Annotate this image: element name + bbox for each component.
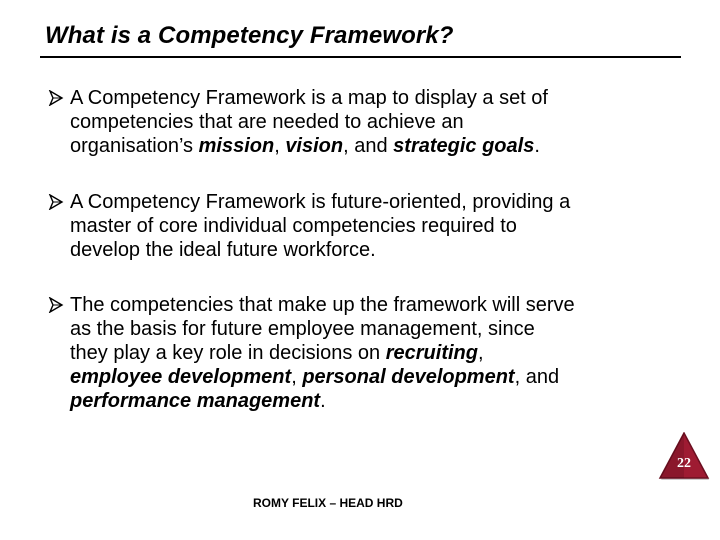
emphasis-text: vision	[285, 135, 344, 157]
emphasis-text: performance management	[70, 390, 321, 412]
emphasis-text: mission	[198, 135, 275, 157]
title-divider	[40, 56, 681, 58]
bullet-line: A Competency Framework is a map to display a set of	[70, 87, 548, 109]
bullet-line: competencies that are needed to achieve an	[70, 111, 464, 133]
bullet-point-3	[48, 293, 688, 413]
bullet-point-2	[48, 190, 688, 262]
bullet-line: as the basis for future employee management, since	[70, 318, 535, 340]
arrow-bullet-icon	[48, 90, 64, 106]
bullet-text	[70, 86, 688, 158]
emphasis-text: strategic goals	[393, 135, 535, 157]
bullet-text	[70, 190, 688, 262]
slide-title: What is a Competency Framework?	[45, 22, 454, 49]
arrow-bullet-icon	[48, 297, 64, 313]
bullet-text	[70, 293, 688, 413]
bullet-line: develop the ideal future workforce.	[70, 239, 376, 261]
footer-author: ROMY FELIX – HEAD HRD	[253, 496, 403, 510]
bullet-line: The competencies that make up the framework will serve	[70, 294, 575, 316]
bullet-line: performance management.	[70, 390, 326, 412]
bullet-line: organisation’s mission, vision, and strategic goals.	[70, 135, 540, 157]
page-number: 22	[677, 456, 691, 471]
bullet-line: employee development, personal development, and	[70, 366, 560, 388]
bullet-line: master of core individual competencies required to	[70, 215, 517, 237]
bullet-line: A Competency Framework is future-oriented, providing a	[70, 191, 571, 213]
emphasis-text: recruiting	[385, 342, 478, 364]
emphasis-text: personal development	[302, 366, 515, 388]
bullet-point-1	[48, 86, 688, 158]
emphasis-text: employee development	[70, 366, 292, 388]
bullet-line: they play a key role in decisions on recruiting,	[70, 342, 484, 364]
arrow-bullet-icon	[48, 194, 64, 210]
